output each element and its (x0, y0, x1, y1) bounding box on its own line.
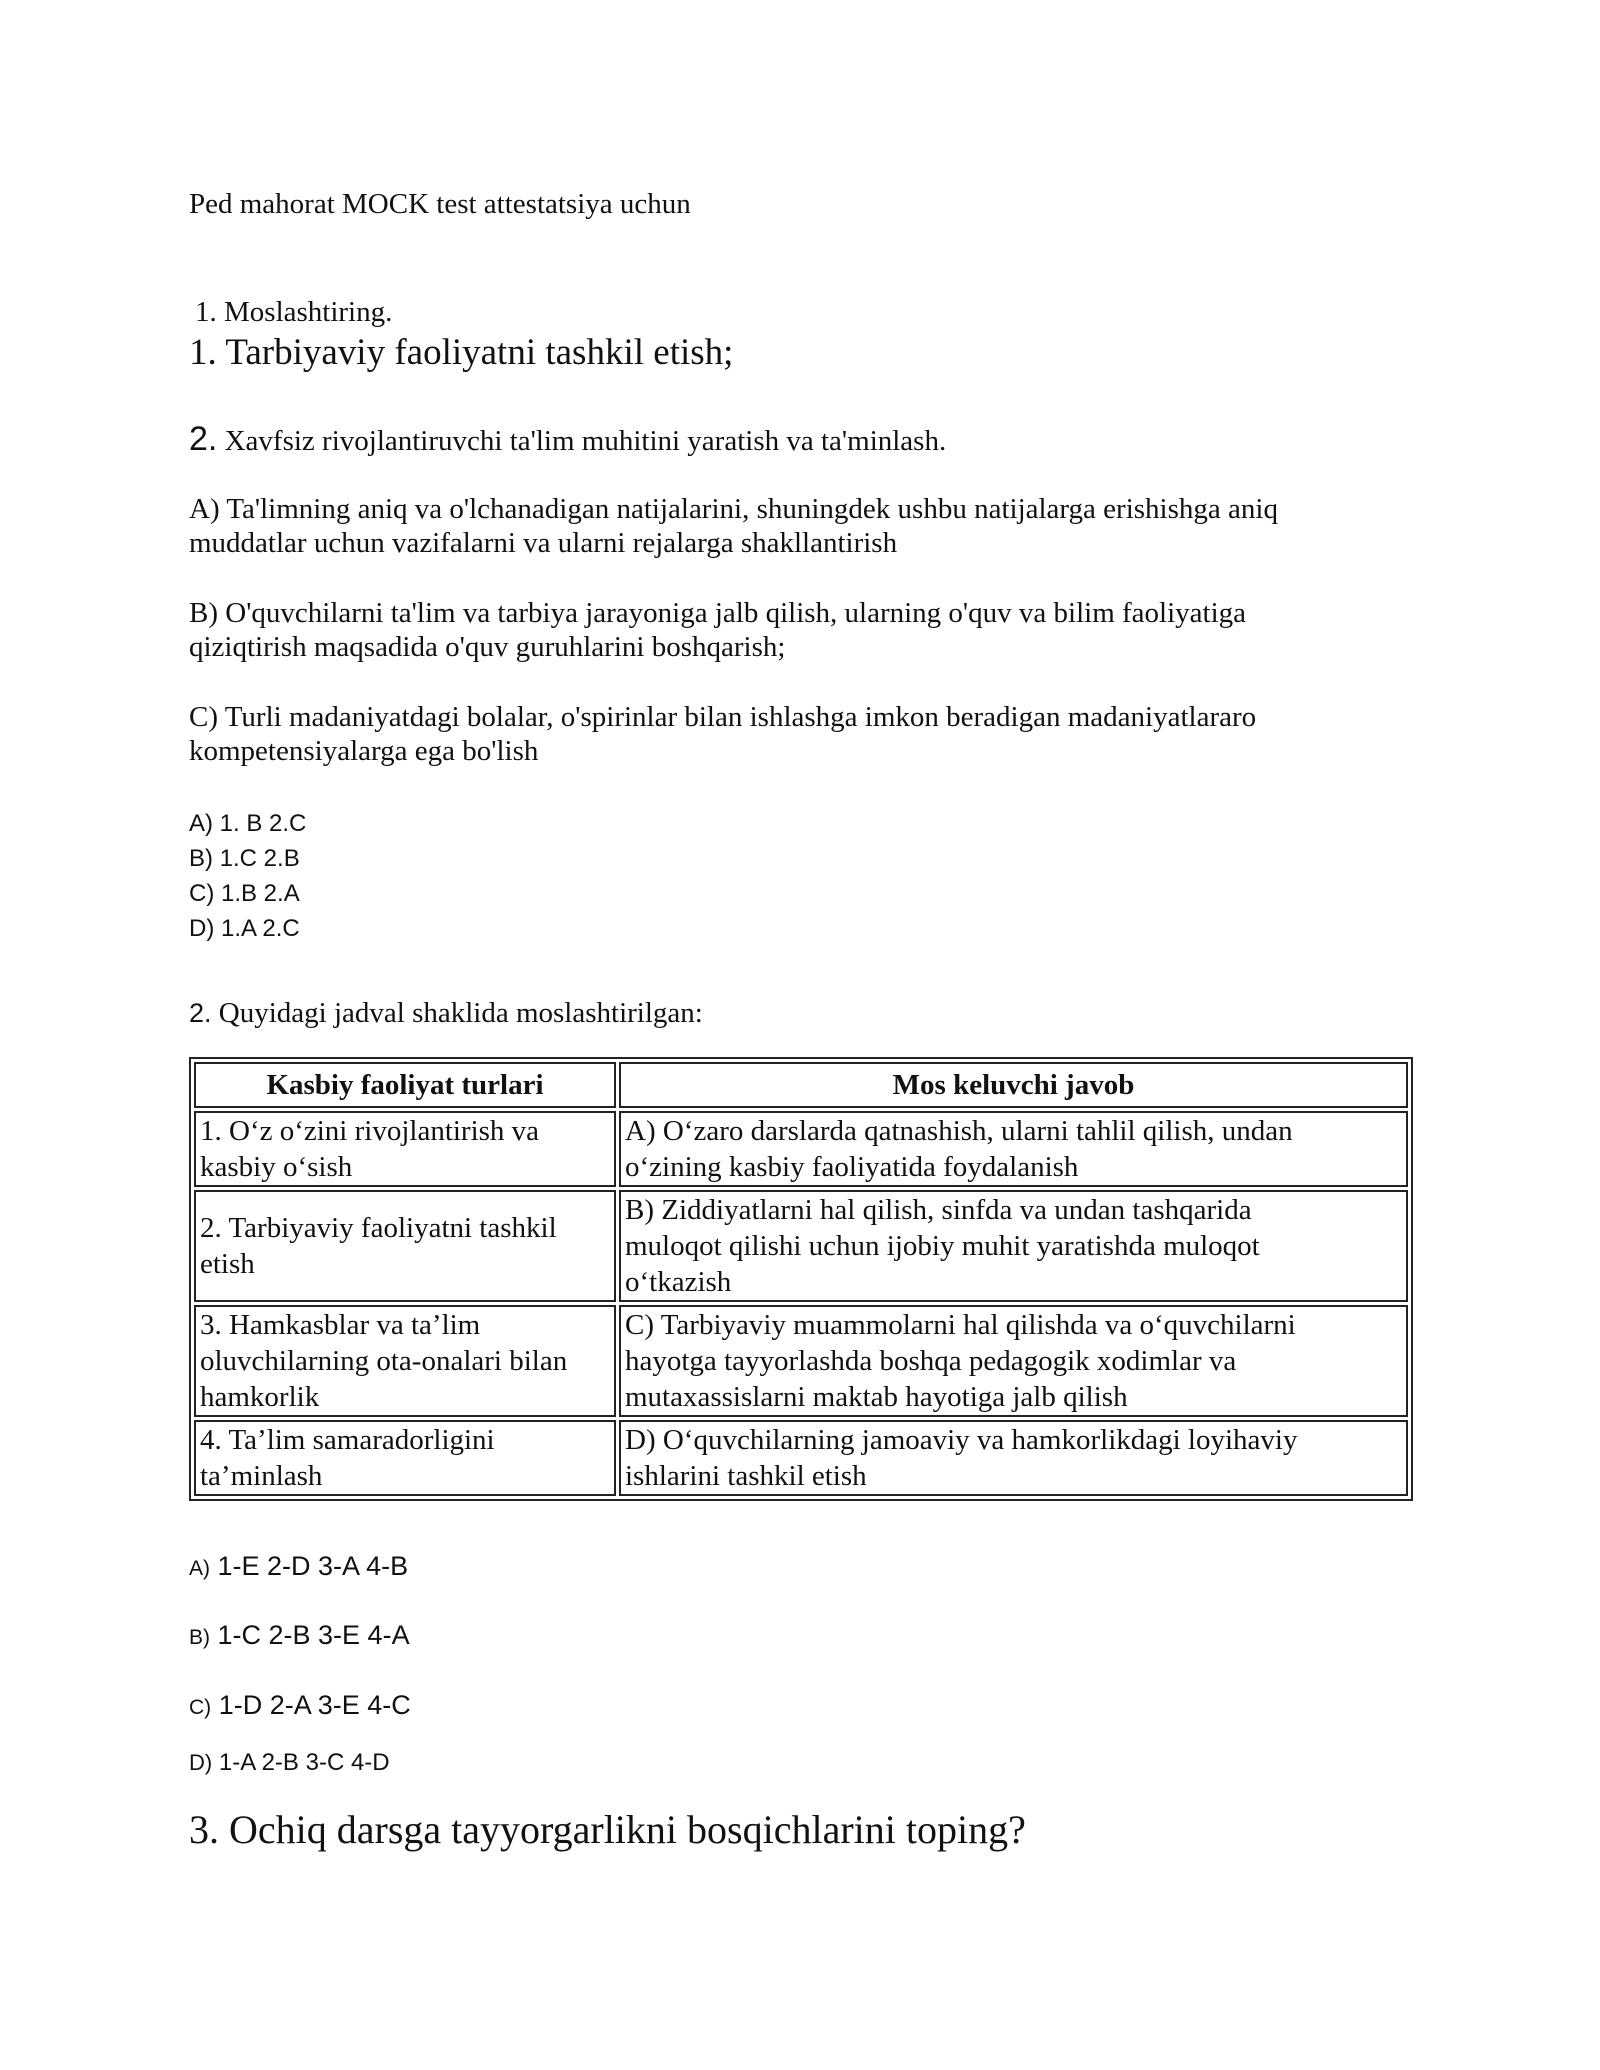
cell-line: C) Tarbiyaviy muammolarni hal qilishda va o‘quvchilarni (625, 1309, 1296, 1341)
table-cell-activity (194, 1420, 616, 1496)
table-cell-answer (619, 1305, 1408, 1417)
question-1-item-1: 1. Tarbiyaviy faoliyatni tashkil etish; (189, 332, 734, 373)
table-cell-activity (194, 1190, 616, 1302)
table-cell-answer (619, 1420, 1408, 1496)
cell-line: etish (200, 1248, 255, 1280)
question-3-title: 3. Ochiq darsga tayyorgarlikni bosqichlarini toping? (189, 1807, 1026, 1852)
question-1-item-2-number: 2. (189, 420, 218, 458)
table-row (194, 1190, 1408, 1302)
question-2-answer-c (189, 1690, 411, 1721)
answer-text: 1-D 2-A 3-E 4-C (218, 1690, 411, 1720)
answer-choice-d: D) 1.A 2.C (189, 915, 300, 942)
cell-line: mutaxassislarni maktab hayotiga jalb qilish (625, 1381, 1128, 1413)
cell-line: A) O‘zaro darslarda qatnashish, ularni tahlil qilish, undan (625, 1115, 1293, 1147)
answer-choice-c: C) 1.B 2.A (189, 880, 300, 907)
answer-text: 1-A 2-B 3-C 4-D (218, 1749, 390, 1776)
table-cell-answer (619, 1111, 1408, 1187)
question-1-answers (189, 806, 306, 946)
cell-line: ishlarini tashkil etish (625, 1460, 867, 1492)
option-line: muddatlar uchun vazifalarni va ularni rejalarga shakllantirish (189, 527, 898, 559)
option-line: kompetensiyalarga ega bo'lish (189, 735, 539, 767)
cell-line: 1. O‘z o‘zini rivojlantirish va (200, 1115, 540, 1147)
document-title: Ped mahorat MOCK test attestatsiya uchun (189, 188, 691, 220)
table-row (194, 1111, 1408, 1187)
cell-line: oluvchilarning ota-onalari bilan (200, 1345, 568, 1377)
table-cell-activity (194, 1111, 616, 1187)
cell-line: D) O‘quvchilarning jamoaviy va hamkorlikdagi loyihaviy (625, 1424, 1298, 1456)
cell-line: ta’minlash (200, 1460, 323, 1492)
question-1-item-2-text: Xavfsiz rivojlantiruvchi ta'lim muhitini yaratish va ta'minlash. (224, 425, 947, 457)
option-line: B) O'quvchilarni ta'lim va tarbiya jarayoniga jalb qilish, ularning o'quv va bilim faoliyatiga (189, 597, 1246, 629)
question-1-item-2 (189, 420, 946, 459)
cell-line: kasbiy o‘sish (200, 1151, 353, 1183)
cell-line: 2. Tarbiyaviy faoliyatni tashkil (200, 1212, 557, 1244)
answer-label: B) (189, 1626, 210, 1649)
question-2-answer-a (189, 1551, 408, 1582)
option-line: A) Ta'limning aniq va o'lchanadigan natijalarini, shuningdek ushbu natijalarga erishishga aniq (189, 493, 1278, 525)
cell-line: o‘zining kasbiy faoliyatida foydalanish (625, 1151, 1079, 1183)
question-1-option-a (189, 492, 1278, 560)
answer-text: 1-E 2-D 3-A 4-B (217, 1551, 409, 1581)
question-2-heading (189, 997, 703, 1030)
cell-line: B) Ziddiyatlarni hal qilish, sinfda va undan tashqarida (625, 1194, 1252, 1226)
table-cell-answer (619, 1190, 1408, 1302)
answer-label: D) (189, 1750, 213, 1775)
question-1-option-b (189, 596, 1246, 664)
answer-label: A) (189, 1557, 210, 1580)
question-1-label: 1. Moslashtiring. (195, 296, 393, 328)
table-header-row (194, 1062, 1408, 1108)
cell-line: hamkorlik (200, 1381, 320, 1413)
answer-choice-b: B) 1.C 2.B (189, 845, 300, 872)
question-2-text: Quyidagi jadval shaklida moslashtirilgan: (218, 997, 703, 1029)
table-row (194, 1420, 1408, 1496)
table-cell-activity (194, 1305, 616, 1417)
cell-line: hayotga tayyorlashda boshqa pedagogik xodimlar va (625, 1345, 1237, 1377)
table-header-matching-answer: Mos keluvchi javob (619, 1062, 1408, 1108)
option-line: qiziqtirish maqsadida o'quv guruhlarini boshqarish; (189, 631, 786, 663)
option-line: C) Turli madaniyatdagi bolalar, o'spirinlar bilan ishlashga imkon beradigan madaniyatlararo (189, 701, 1257, 733)
question-1-option-c (189, 700, 1256, 768)
matching-table (189, 1057, 1413, 1501)
answer-label: C) (189, 1696, 212, 1719)
table-row (194, 1305, 1408, 1417)
answer-text: 1-C 2-B 3-E 4-A (217, 1620, 410, 1650)
table-header-activity-types: Kasbiy faoliyat turlari (194, 1062, 616, 1108)
question-2-number: 2. (189, 998, 212, 1028)
question-2-answer-b (189, 1620, 410, 1651)
cell-line: 3. Hamkasblar va ta’lim (200, 1309, 481, 1341)
answer-choice-a: A) 1. B 2.C (189, 810, 307, 837)
question-2-answer-d (189, 1749, 390, 1777)
cell-line: 4. Ta’lim samaradorligini (200, 1424, 495, 1456)
cell-line: muloqot qilishi uchun ijobiy muhit yaratishda muloqot (625, 1230, 1260, 1262)
cell-line: o‘tkazish (625, 1266, 732, 1298)
